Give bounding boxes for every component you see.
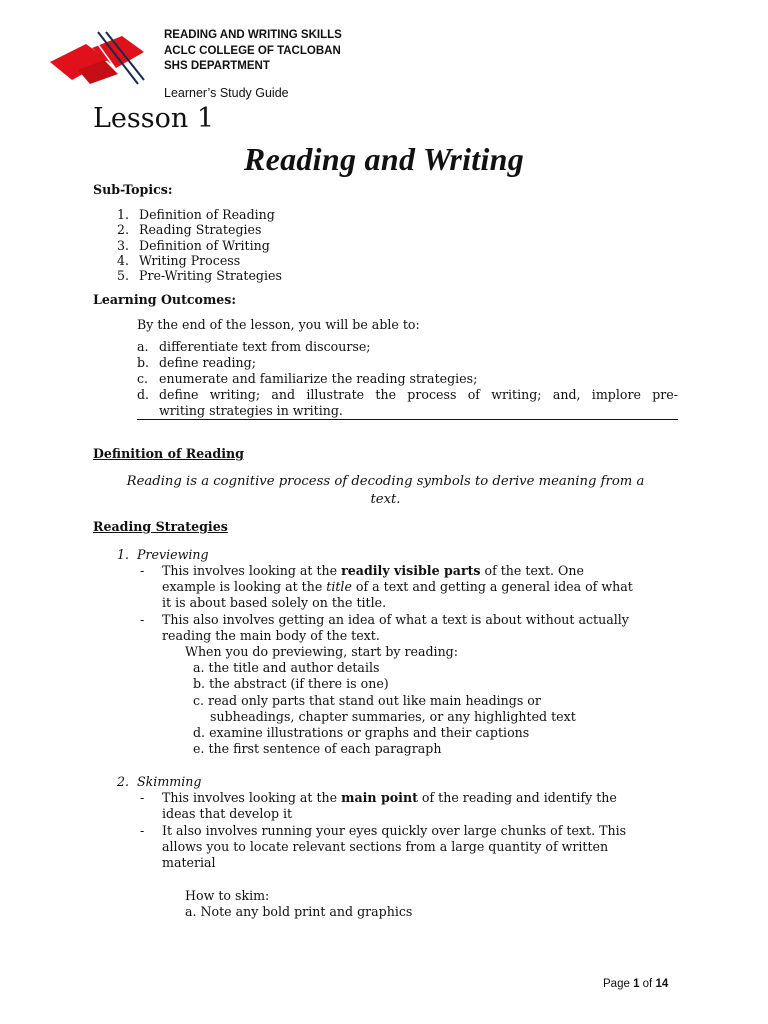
previewing-bullet1-line2: example is looking at the title of a text and getting a general idea of what [162,579,633,594]
logo-graphic [48,30,148,88]
list-item: 1. Definition of Reading [117,207,275,222]
document-header [164,28,342,75]
list-item: c. enumerate and familiarize the reading strategies; [137,371,478,386]
subtopics-heading: Sub-Topics: [93,182,173,197]
school-logo [48,30,148,88]
list-item-continuation: subheadings, chapter summaries, or any highlighted text [210,709,576,724]
list-item: a. the title and author details [193,660,380,675]
outcomes-heading: Learning Outcomes: [93,292,237,307]
definition-text-line2: text. [370,492,401,507]
outcomes-list [137,339,678,419]
bullet-dash: - [140,563,145,578]
bullet-dash: - [140,790,145,805]
skimming-bullet1-line1: This involves looking at the main point of the reading and identify the [162,790,617,805]
list-item: b. the abstract (if there is one) [193,676,389,691]
list-item: a. Note any bold print and graphics [185,904,413,919]
skimming-bullet2-line1: It also involves running your eyes quickly over large chunks of text. This [162,823,627,838]
list-item: 4. Writing Process [117,252,241,268]
previewing-bullet1-line3: it is about based solely on the title. [162,595,387,610]
list-item: 5. Pre-Writing Strategies [117,268,282,284]
bullet-dash: - [140,823,145,838]
outcomes-intro: By the end of the lesson, you will be able to: [137,317,420,332]
list-item-continuation: writing strategies in writing. [159,403,343,418]
definition-heading: Definition of Reading [93,446,244,461]
list-item: c. read only parts that stand out like main headings or [193,693,541,708]
header-school: ACLC COLLEGE OF TACLOBAN [164,44,341,57]
study-guide-label: Learner’s Study Guide [164,86,289,100]
strategies-heading: Reading Strategies [93,519,228,534]
list-item: a. differentiate text from discourse; [137,339,371,354]
bullet-dash: - [140,612,145,627]
strategy-previewing-title: 1. Previewing [117,547,209,562]
list-item: d. examine illustrations or graphs and their captions [193,725,530,740]
list-item: 3. Definition of Writing [117,237,270,253]
header-department: SHS DEPARTMENT [164,60,270,72]
section-divider [137,419,678,420]
previewing-start: When you do previewing, start by reading: [185,644,458,659]
list-item: b. define reading; [137,355,256,370]
skimming-bullet1-line2: ideas that develop it [162,806,293,821]
skimming-how: How to skim: [185,888,270,903]
list-item: 2. Reading Strategies [117,222,262,238]
page-number: Page 1 of 14 [603,978,669,990]
previewing-bullet2-line2: reading the main body of the text. [162,628,380,643]
header-course: READING AND WRITING SKILLS [164,29,342,41]
list-item: e. the first sentence of each paragraph [193,741,442,756]
strategy-skimming-title: 2. Skimming [117,774,202,789]
lesson-label: Lesson 1 [93,103,215,134]
previewing-bullet1-line1: This involves looking at the readily visible parts of the text. One [162,563,584,578]
definition-text-line1: Reading is a cognitive process of decoding symbols to derive meaning from a [126,474,645,489]
skimming-bullet2-line2: allows you to locate relevant sections from a large quantity of written [162,839,609,854]
previewing-bullet2-line1: This also involves getting an idea of what a text is about without actually [162,612,629,627]
subtopics-list [117,207,282,283]
skimming-bullet2-line3: material [162,855,216,870]
page-title: Reading and Writing [243,141,525,177]
list-item: d. define writing; and illustrate the process of writing; and, implore pre- [137,387,678,402]
